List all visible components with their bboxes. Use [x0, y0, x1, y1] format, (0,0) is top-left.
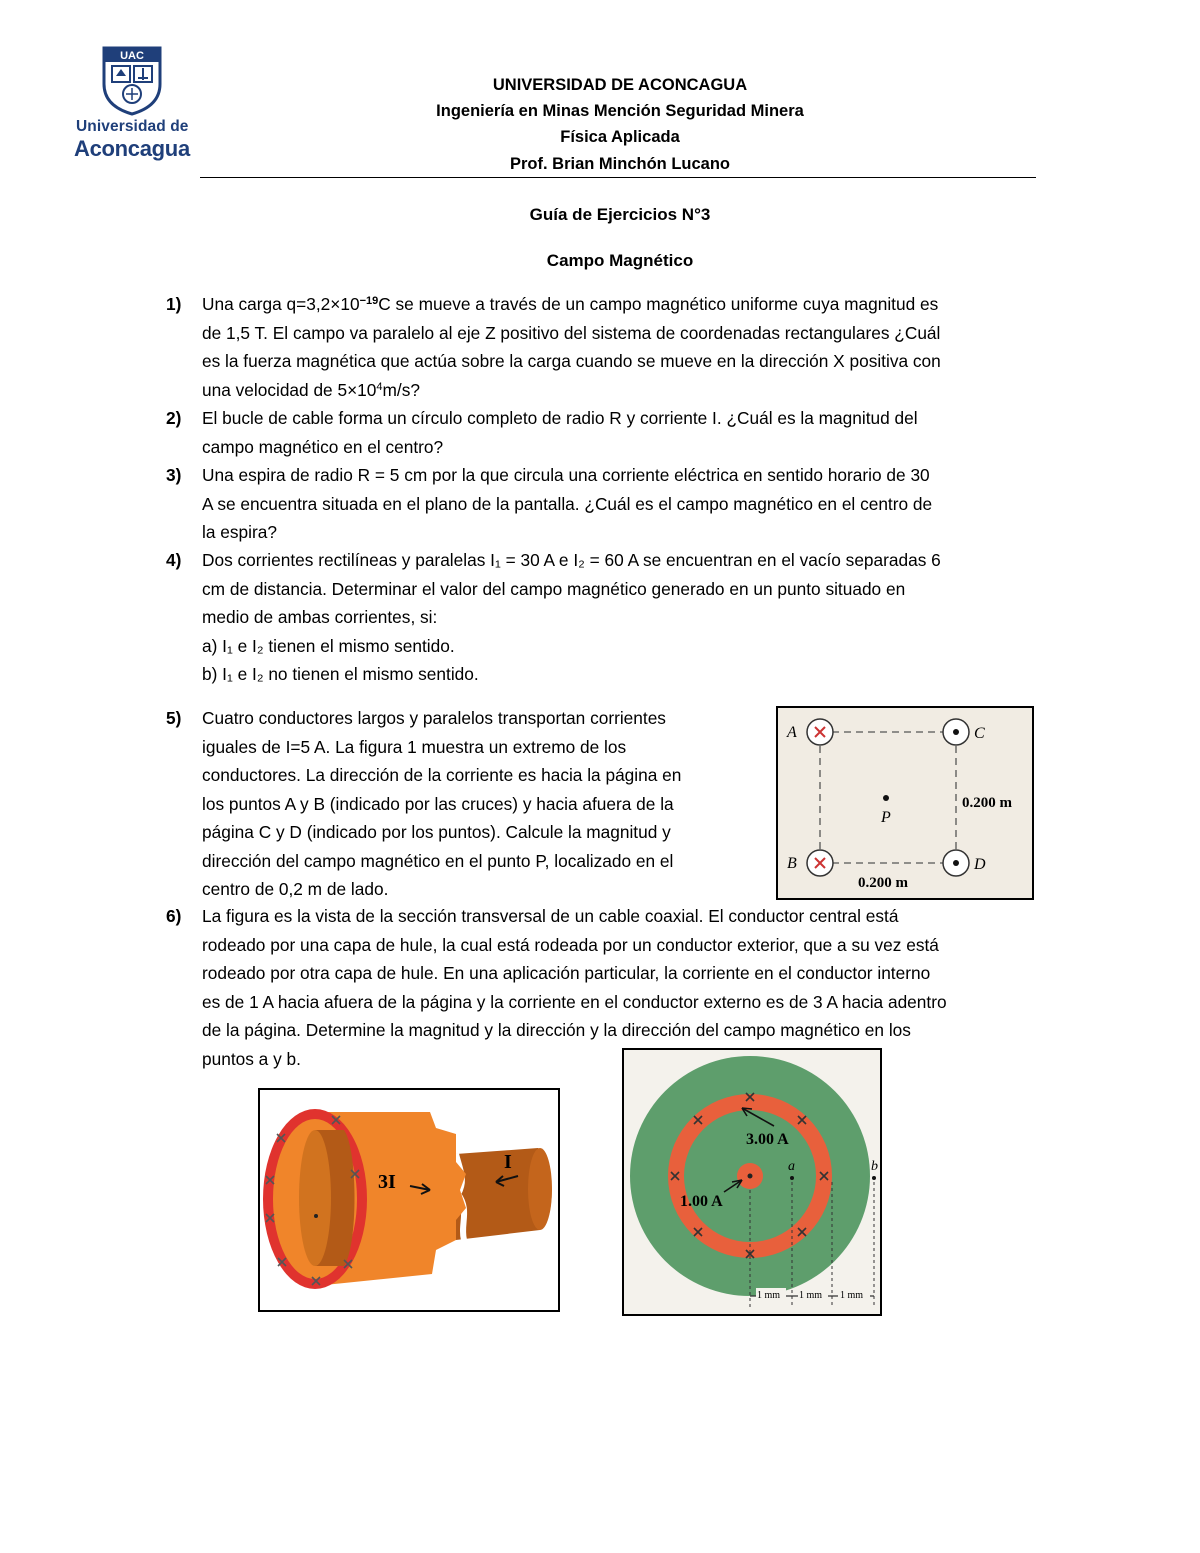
university-crest-icon	[100, 44, 164, 116]
exercise-text: la espira?	[202, 522, 277, 542]
label-d: D	[974, 856, 986, 873]
label-inner-current: I	[504, 1151, 512, 1173]
crest-text: UAC	[120, 50, 144, 62]
university-name: UNIVERSIDAD DE ACONCAGUA	[492, 76, 748, 94]
header-divider	[200, 177, 1036, 178]
conductor-b-into-page	[807, 850, 833, 876]
exercise-text: los puntos A y B (indicado por las cruces) y hacia afuera de la	[202, 793, 674, 814]
exercise-text: de 1,5 T. El campo va paralelo al eje Z positivo del sistema de coordenadas rectangulares ¿Cuál	[202, 322, 941, 343]
cross-section-diagram	[624, 1050, 880, 1314]
point-b	[872, 1176, 876, 1180]
exercise-text: El bucle de cable forma un círculo completo de radio R y corriente I. ¿Cuál es la magnitud del	[202, 408, 918, 428]
figure-four-conductors	[776, 706, 1034, 900]
exercise-number: 2)	[166, 408, 182, 428]
label-horizontal-side: 0.200 m	[858, 875, 908, 891]
exercise-text: de la página. Determine la magnitud y la dirección y la dirección del campo magnético en los	[202, 1020, 911, 1040]
conductor-d-out-of-page	[943, 850, 969, 876]
label-point-a: a	[788, 1159, 795, 1174]
exercise-subitem-b: b) I₁ e I₂ no tienen el mismo sentido.	[202, 664, 479, 684]
label-a: A	[787, 724, 797, 741]
exercise-text: La figura es la vista de la sección transversal de un cable coaxial. El conductor central está	[202, 906, 899, 926]
exercise-text: Cuatro conductores largos y paralelos transportan corrientes	[202, 708, 666, 728]
figure-cross-section	[622, 1048, 882, 1316]
exercise-text: C se mueve a través de un campo magnético uniforme cuya magnitud es	[378, 294, 939, 314]
label-outer-current: 3I	[378, 1171, 396, 1193]
exponent: 4	[376, 380, 383, 393]
exercise-text: m/s?	[382, 379, 420, 400]
exercise-number: 1)	[166, 294, 182, 314]
four-conductors-diagram	[778, 708, 1032, 898]
course-name: Física Aplicada	[560, 128, 680, 146]
exercise-text: medio de ambas corrientes, si:	[202, 607, 438, 627]
exercise-text: Una espira de radio R = 5 cm por la que circula una corriente eléctrica en sentido horario de 30	[202, 465, 930, 485]
point-p	[883, 795, 889, 801]
label-outer-current: 3.00 A	[746, 1131, 789, 1148]
conductor-c-out-of-page	[943, 719, 969, 745]
figure-coaxial-cable	[258, 1088, 560, 1312]
label-vertical-side: 0.200 m	[962, 795, 1012, 811]
exercise-number: 3)	[166, 465, 182, 485]
coaxial-cable-diagram	[260, 1090, 558, 1310]
label-inner-current: 1.00 A	[680, 1193, 723, 1210]
label-point-b: b	[871, 1159, 878, 1174]
exercise-text: Dos corrientes rectilíneas y paralelas I₁ = 30 A e I₂ = 60 A se encuentran en el vacío separadas 6	[202, 550, 941, 570]
exercise-subitem-a: a) I₁ e I₂ tienen el mismo sentido.	[202, 635, 455, 656]
logo-text-line1: Universidad de	[76, 118, 189, 135]
conductor-a-into-page	[807, 719, 833, 745]
university-logo	[72, 44, 192, 161]
dimension-3: 1 mm	[840, 1290, 864, 1301]
logo-text-line2: Aconcagua	[74, 136, 190, 161]
exercise-text: Una carga q=3,2×10	[202, 294, 360, 314]
dimension-2: 1 mm	[799, 1290, 823, 1301]
exercise-text: cm de distancia. Determinar el valor del campo magnético generado en un punto situado en	[202, 578, 906, 599]
exercise-number: 5)	[166, 708, 182, 728]
exercise-text: campo magnético en el centro?	[202, 436, 444, 457]
exercise-text: rodeado por otra capa de hule. En una aplicación particular, la corriente en el conductor interno	[202, 963, 931, 983]
exercise-text: centro de 0,2 m de lado.	[202, 879, 389, 899]
label-c: C	[974, 725, 985, 742]
exercise-text: una velocidad de 5×10	[202, 379, 377, 400]
label-p: P	[881, 809, 891, 826]
exercise-text: puntos a y b.	[202, 1048, 301, 1069]
point-a	[790, 1176, 794, 1180]
exercise-text: iguales de I=5 A. La figura 1 muestra un extremo de los	[202, 736, 627, 757]
exercise-text: dirección del campo magnético en el punto P, localizado en el	[202, 850, 674, 871]
topic-title: Campo Magnético	[546, 251, 694, 270]
exercise-number: 4)	[166, 550, 182, 570]
exercise-text: rodeado por una capa de hule, la cual está rodeada por un conductor exterior, que a su vez está	[202, 934, 939, 955]
exponent: −19	[359, 295, 379, 307]
exercise-text: es de 1 A hacia afuera de la página y la corriente en el conductor externo es de 3 A hacia adentro	[202, 991, 947, 1012]
dimension-1: 1 mm	[757, 1290, 781, 1301]
label-b: B	[787, 855, 797, 872]
exercise-text: es la fuerza magnética que actúa sobre la carga cuando se mueve en la dirección X positiva con	[202, 351, 941, 371]
exercise-text: conductores. La dirección de la corriente es hacia la página en	[202, 765, 682, 785]
exercise-text: página C y D (indicado por los puntos). Calcule la magnitud y	[202, 822, 671, 842]
guide-title: Guía de Ejercicios N°3	[529, 205, 711, 224]
professor-name: Prof. Brian Minchón Lucano	[509, 155, 730, 173]
exercise-text: A se encuentra situada en el plano de la pantalla. ¿Cuál es el campo magnético en el centro de	[202, 493, 933, 514]
exercise-number: 6)	[166, 906, 182, 926]
program-name: Ingeniería en Minas Mención Seguridad Minera	[436, 102, 804, 120]
